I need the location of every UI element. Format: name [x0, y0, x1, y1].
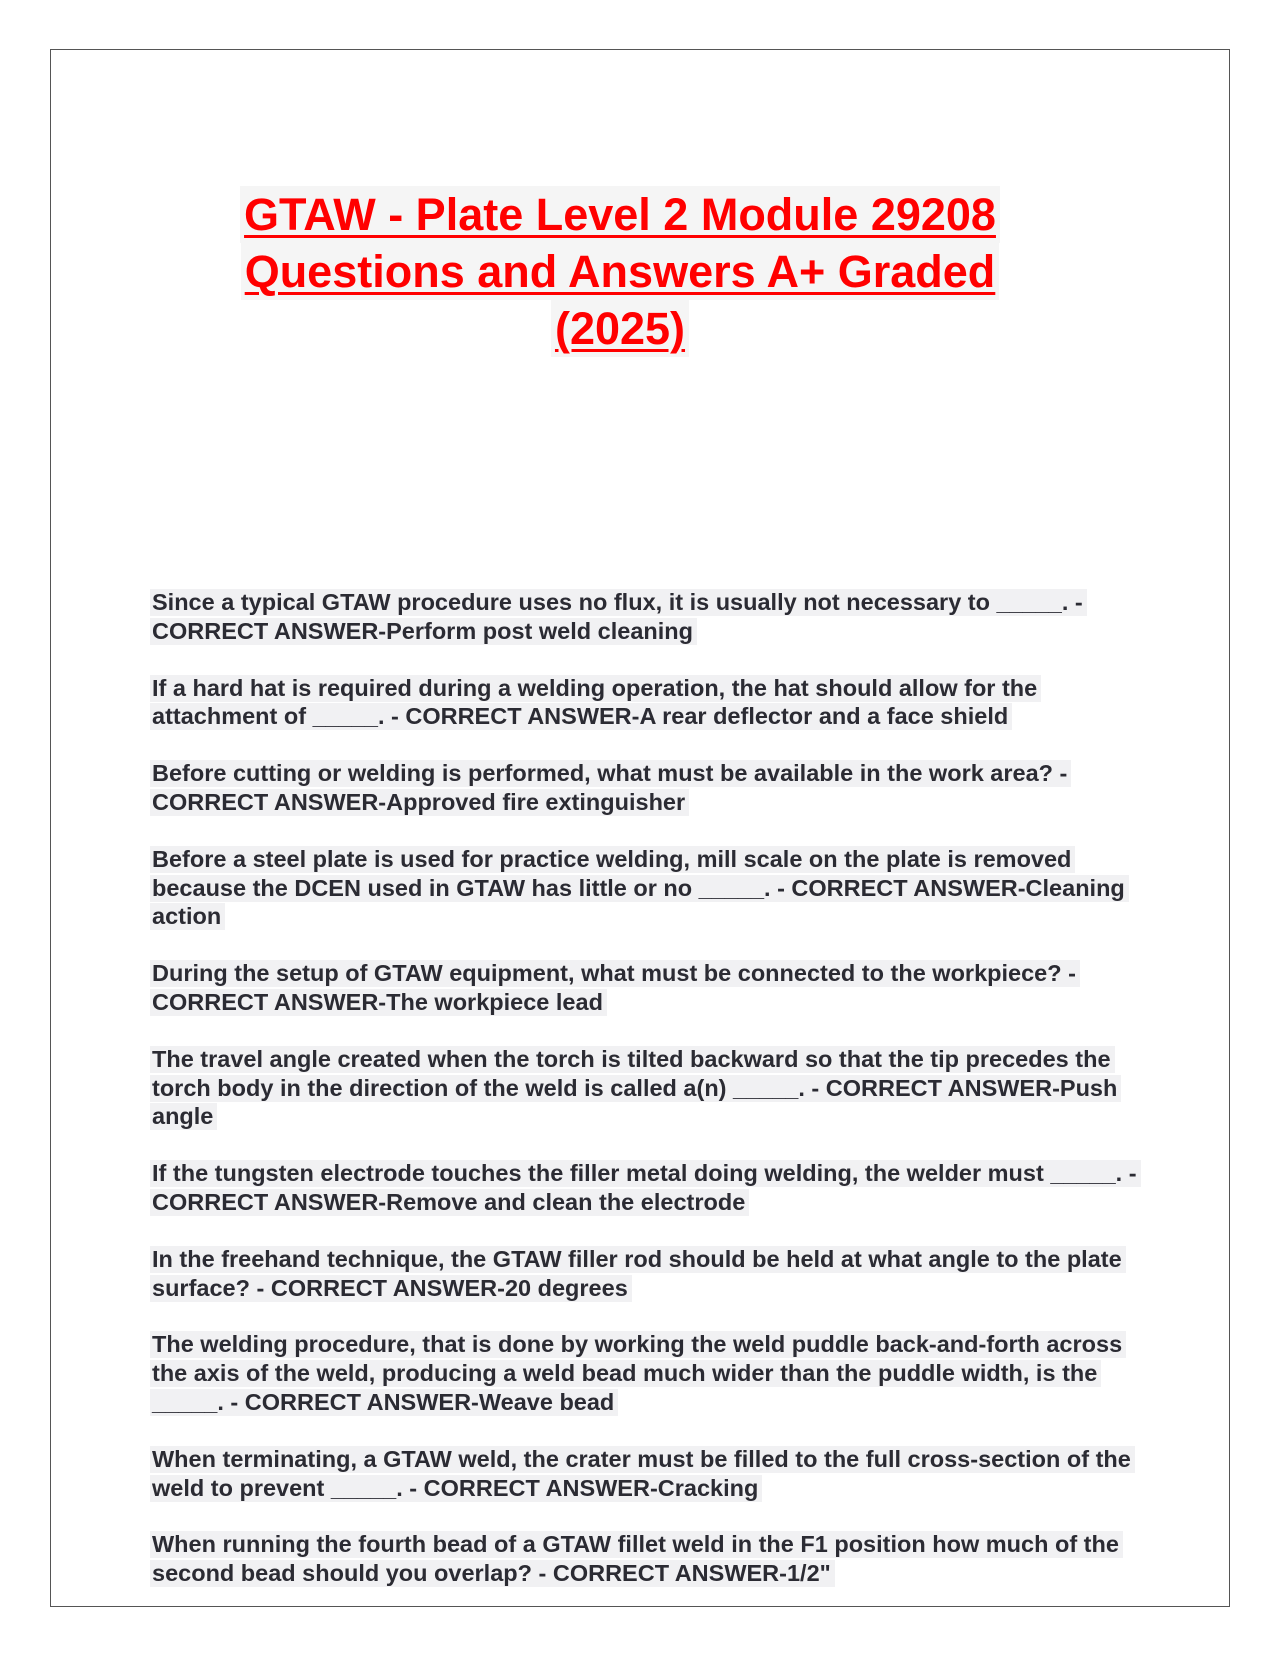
- qa-text: The travel angle created when the torch is tilted backward so that the tip precedes the torch body in the direction of the weld is called a(n) _____. - CORRECT ANSWER-Push angle: [150, 1046, 1121, 1131]
- qa-item: [150, 1445, 1150, 1503]
- qa-text: When running the fourth bead of a GTAW fillet weld in the F1 position how much of the second bead should you overlap? - CORRECT ANSWER-1/2": [150, 1531, 1123, 1587]
- title-line-2: Questions and Answers A+ Graded: [241, 243, 1000, 300]
- title-line-1: GTAW - Plate Level 2 Module 29208: [240, 186, 1000, 243]
- qa-item: [150, 1330, 1150, 1416]
- qa-text: When terminating, a GTAW weld, the crater must be filled to the full cross-section of the weld to prevent _____. - CORRECT ANSWER-Cracking: [150, 1446, 1135, 1502]
- qa-text: Since a typical GTAW procedure uses no flux, it is usually not necessary to _____. - CORRECT ANSWER-Perform post weld cleaning: [150, 589, 1087, 645]
- qa-item: [150, 759, 1150, 817]
- qa-item: [150, 1159, 1150, 1217]
- qa-text: During the setup of GTAW equipment, what must be connected to the workpiece? - CORRECT ANSWER-The workpiece lead: [150, 960, 1080, 1016]
- qa-text: In the freehand technique, the GTAW filler rod should be held at what angle to the plate surface? - CORRECT ANSWER-20 degrees: [150, 1246, 1126, 1302]
- qa-text: Before cutting or welding is performed, what must be available in the work area? - CORRECT ANSWER-Approved fire extinguisher: [150, 760, 1071, 816]
- qa-list: [150, 588, 1150, 1616]
- qa-item: [150, 1245, 1150, 1303]
- qa-text: If a hard hat is required during a welding operation, the hat should allow for the attachment of _____. - CORRECT ANSWER-A rear deflector and a face shield: [150, 675, 1041, 731]
- document-title: [140, 186, 1100, 357]
- title-line-3: (2025): [551, 300, 689, 357]
- qa-item: [150, 845, 1150, 931]
- qa-item: [150, 959, 1150, 1017]
- qa-text: Before a steel plate is used for practice welding, mill scale on the plate is removed because the DCEN used in GTAW has little or no _____. - CORRECT ANSWER-Cleaning action: [150, 846, 1129, 931]
- qa-item: [150, 588, 1150, 646]
- qa-item: [150, 1530, 1150, 1588]
- qa-item: [150, 674, 1150, 732]
- qa-item: [150, 1045, 1150, 1131]
- qa-text: If the tungsten electrode touches the filler metal doing welding, the welder must _____. - CORRECT ANSWER-Remove and clean the electrode: [150, 1160, 1141, 1216]
- qa-text: The welding procedure, that is done by working the weld puddle back-and-forth across the axis of the weld, producing a weld bead much wider than the puddle width, is the _____. - CORRECT ANSWER-Weave bead: [150, 1331, 1126, 1416]
